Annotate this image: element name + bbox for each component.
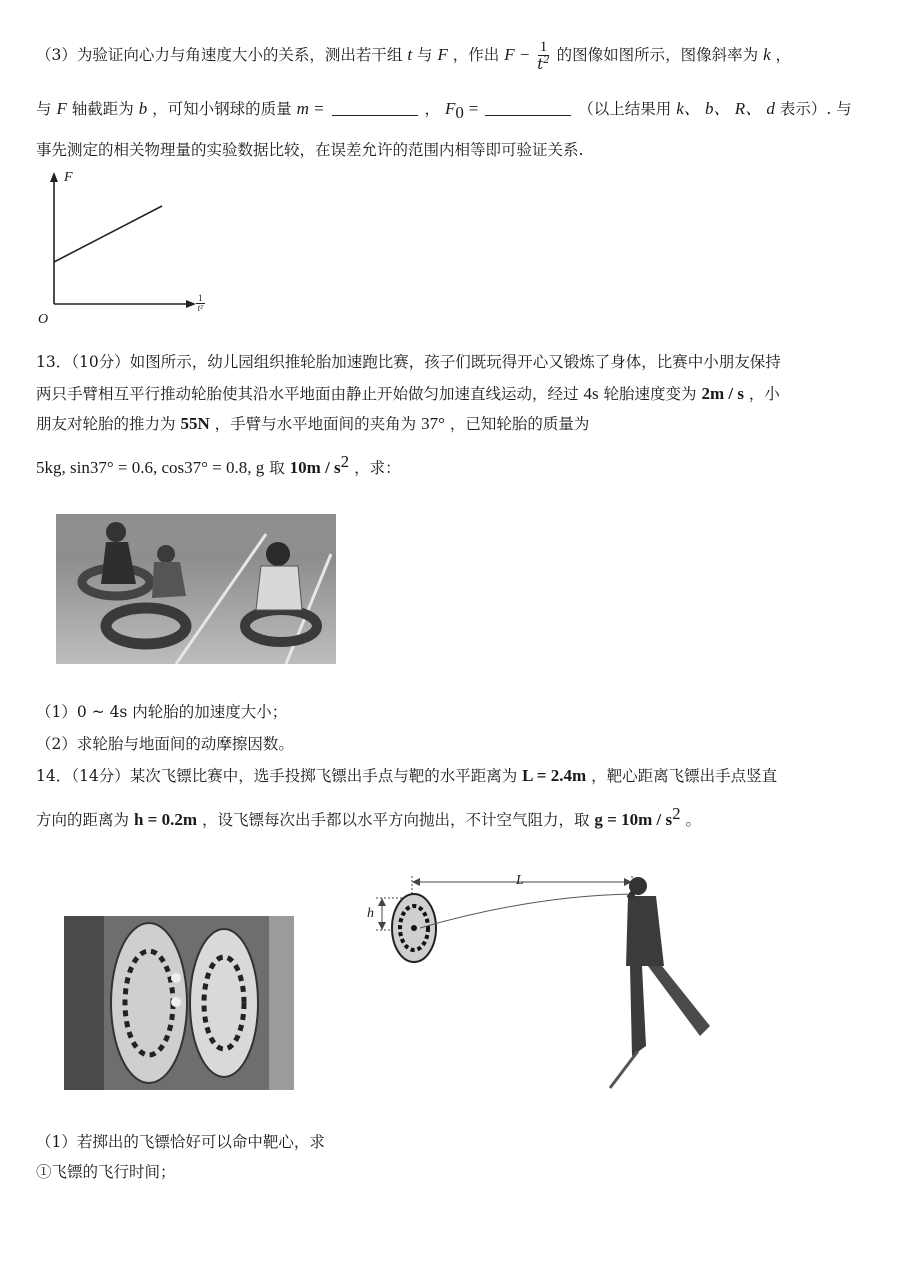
q13-line-2: 两只手臂相互平行推动轮胎使其沿水平地面由静止开始做匀加速直线运动，经过 4s 轮胎速度变为 2m / s ，小 [36, 384, 780, 403]
dartboard-right [190, 929, 258, 1077]
x-axis-arrow [186, 300, 196, 308]
dart-trajectory [420, 894, 632, 928]
child-2-body [152, 562, 186, 598]
height-h-arrow-top [378, 898, 386, 906]
thrower-leg-right [648, 966, 710, 1036]
child-1-head [106, 522, 126, 542]
q13-line-3: 朋友对轮胎的推力为 55N ，手臂与水平地面间的夹角为 37° ，已知轮胎的质量为 [36, 414, 590, 433]
y-axis-arrow [50, 172, 58, 182]
height-h-arrow-bottom [378, 922, 386, 930]
thrower-leg-left [630, 966, 646, 1056]
graph-origin-label: O [38, 312, 49, 327]
dart-2 [171, 997, 181, 1007]
graph-y-label: F [64, 170, 73, 185]
thrower-head [629, 877, 647, 895]
q14-line-2: 方向的距离为 h = 0.2m ，设飞镖每次出手都以水平方向抛出，不计空气阻力，取 $g = 10m / s^2$ 。 [36, 804, 702, 830]
far-track [56, 514, 336, 554]
q13-line-4: 5kg, sin37° = 0.6, cos37° = 0.8, g 取 $10m / s^2$ ，求： [36, 452, 401, 478]
answer-blank-mass[interactable] [332, 115, 418, 116]
diagram-h-label: h [367, 906, 374, 921]
photo-left-shadow [64, 916, 104, 1090]
q13-sub-1: （1）0 ~ 4s 内轮胎的加速度大小； [36, 703, 288, 721]
child-3-body [256, 566, 302, 610]
answer-blank-f0[interactable] [485, 115, 571, 116]
thrower-shadow [610, 1051, 638, 1088]
diagram-L-label: L [516, 873, 524, 888]
q13-line-1: 13．（10分）如图所示，幼儿园组织推轮胎加速跑比赛，孩子们既玩得开心又锻炼了身体，比赛中小朋友保持 [36, 353, 781, 371]
distance-L-arrow-left [412, 878, 420, 886]
q14-sub-1a: ①飞镖的飞行时间； [36, 1163, 176, 1181]
q14-sub-1: （1）若掷出的飞镖恰好可以命中靶心，求 [36, 1133, 325, 1151]
dart-throw-diagram [360, 866, 730, 1091]
child-2-head [157, 545, 175, 563]
child-3-head [266, 542, 290, 566]
linear-plot-line [54, 206, 162, 262]
q12-line-3: 事先测定的相关物理量的实验数据比较，在误差允许的范围内相等即可验证关系. [36, 141, 584, 159]
q14-line-1: 14．（14分）某次飞镖比赛中，选手投掷飞镖出手点与靶的水平距离为 L = 2.4m ，靶心距离飞镖出手点竖直 [36, 766, 778, 785]
dartboard-photo [64, 916, 294, 1090]
q12-line-1: （3）为验证向心力与角速度大小的关系，测出若干组 t 与 F ，作出 F − $\frac{1}{t^2}$ 的图像如图所示，图像斜率为 k ， [36, 39, 792, 73]
tire-race-photo [56, 514, 336, 664]
photo-right-edge [269, 916, 294, 1090]
q13-sub-2: （2）求轮胎与地面间的动摩擦因数。 [36, 735, 294, 753]
q12-line-2: 与 F 轴截距为 b ，可知小钢球的质量 m = ， $F_0$ = （以上结果用 k、 b、 R、 d 表示）. 与 [36, 99, 852, 123]
fraction-1-over-t2: $\frac{1}{t^2}$ [537, 39, 550, 73]
thrower-torso [626, 896, 664, 966]
graph-x-label: $\frac{1}{\text{t²}}$ [197, 293, 203, 313]
bullseye [411, 925, 417, 931]
dart-1 [171, 973, 181, 983]
thrower-arm [628, 894, 634, 898]
